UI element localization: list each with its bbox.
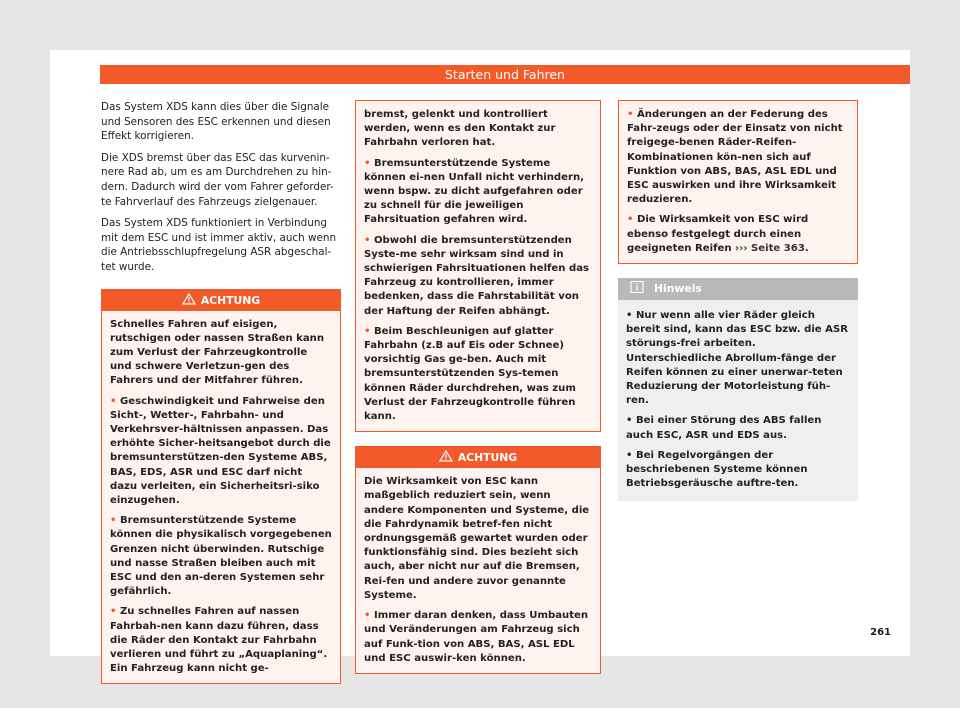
- warning-intro: Die Wirksamkeit von ESC kann maßgeblich reduziert sein, wenn andere Komponenten und Systeme, die die Fahrdynamik betref-fen nicht ordnungsgemäß gewartet wurden oder funktionsfähig sind. Dies bezieht sich auch, aber nicht nur auf die Bremsen, Rei-fen und andere zuvor genannte Systeme.: [364, 476, 590, 601]
- bullet-icon: •: [364, 157, 374, 169]
- warning-header: [356, 447, 600, 468]
- continuation-text: bremst, gelenkt und kontrolliert werden, wenn es den Kontakt zur Fahrbahn verloren hat.: [364, 109, 556, 149]
- note-body: [618, 300, 858, 501]
- page-number: 261: [870, 627, 891, 638]
- column-left: [101, 100, 341, 684]
- list-item: • Bremsunterstützende Systeme können die physikalisch vorgegebenen Grenzen nicht überwinden. Rutschige und nasse Straßen bleiben auch mit ESC und den an-deren Systemen sehr gefährlich.: [110, 515, 332, 598]
- bullet-icon: •: [364, 610, 374, 622]
- info-icon: [630, 281, 644, 293]
- bullet-icon: •: [627, 109, 637, 120]
- paragraph: Das System XDS kann dies über die Signale und Sensoren des ESC erkennen und diesen Effekt korrigieren.: [101, 101, 331, 143]
- bullet-icon: •: [110, 606, 120, 618]
- bullet-icon: •: [364, 234, 374, 246]
- bullet-icon: •: [110, 395, 120, 407]
- bullet-icon: •: [110, 515, 120, 527]
- warning-box: [101, 289, 341, 685]
- list-item: • Obwohl die bremsunterstützenden Syste-me sehr wirksam sind und in schwierigen Fahrsituationen helfen das Fahrzeug zu kontrollieren, immer bedenken, dass die Fahrstabilität von der Haftung der Reifen abhängt.: [364, 234, 590, 317]
- manual-page: [50, 50, 910, 675]
- warning-triangle-icon: [182, 293, 196, 305]
- list-item: • Geschwindigkeit und Fahrweise den Sicht-, Wetter-, Fahrbahn- und Verkehrsver-hältnissen anpassen. Das erhöhte Sicher-heitsangebot durch die bremsunterstützen-den Systeme ABS, BAS, EDS, ASR und ESC darf nicht dazu verleiten, ein Sicherheitsri-siko einzugehen.: [110, 395, 331, 506]
- warning-continuation-box: [355, 100, 601, 432]
- list-item: • Beim Beschleunigen auf glatter Fahrbahn (z.B auf Eis oder Schnee) vorsichtig Gas ge-ben. Auch mit bremsunterstützenden Sys-temen können Räder durchdrehen, was zum Verlust der Fahrzeugkontrolle führen kann.: [364, 325, 576, 423]
- warning-continuation-body: [356, 101, 600, 431]
- section-header: [100, 65, 910, 84]
- bullet-icon: •: [626, 415, 636, 427]
- warning-intro: Schnelles Fahren auf eisigen, rutschigen oder nassen Straßen kann zum Verlust der Fahrzeugkontrolle und schwere Verletzun-gen des Fahrers und der Mitfahrer führen.: [110, 318, 325, 387]
- warning-title: ACHTUNG: [200, 293, 261, 307]
- list-item: • Bei einer Störung des ABS fallen auch ESC, ASR und EDS aus.: [626, 415, 822, 441]
- list-item: • Bremsunterstützende Systeme können ei-nen Unfall nicht verhindern, wenn bspw. zu dicht aufgefahren oder zu schnell für die jeweiligen Fahrsituation gefahren wird.: [364, 157, 584, 226]
- list-item: • Zu schnelles Fahren auf nassen Fahrbah-nen kann dazu führen, dass die Räder den Kontakt zur Fahrbahn verlieren und führt zu „Aquaplaning“. Ein Fahrzeug kann nicht ge-: [110, 606, 328, 675]
- paragraph: Das System XDS funktioniert in Verbindung mit dem ESC und ist immer aktiv, auch wenn die Antriebsschlupfregelung ASR abgeschal-tet wurde.: [101, 217, 337, 273]
- warning-box: [355, 446, 601, 674]
- warning-title: ACHTUNG: [457, 451, 518, 465]
- warning-triangle-icon: [439, 450, 453, 462]
- paragraph: Die XDS bremst über das ESC das kurvenin-nere Rad ab, um es am Durchdrehen zu hin-dern. Dadurch wird der vom Fahrer geforder-te Fahrverlauf des Fahrzeugs zielgenauer.: [101, 151, 334, 208]
- note-box: [618, 278, 858, 501]
- list-item: • Immer daran denken, dass Umbauten und Veränderungen am Fahrzeug sich auf Funk-tion von ABS, BAS, ASL EDL und ESC auswir-ken können.: [364, 610, 589, 664]
- bullet-icon: •: [364, 325, 374, 337]
- bullet-icon: •: [627, 214, 637, 226]
- page-reference-link[interactable]: ››› Seite 363: [735, 242, 805, 254]
- intro-text: [101, 100, 341, 275]
- list-item: • Die Wirksamkeit von ESC wird ebenso festgelegt durch einen geeigneten Reifen ››› Seite 363.: [627, 214, 809, 254]
- note-title: Hinweis: [654, 282, 702, 296]
- list-item: • Nur wenn alle vier Räder gleich bereit sind, kann das ESC bzw. die ASR störungs-frei arbeiten. Unterschiedliche Abrollum-fänge der Reifen können zu einer unerwar-teten Reduzierung der Motorleistung füh-ren.: [626, 310, 849, 407]
- bullet-icon: •: [626, 449, 636, 461]
- section-title: Starten und Fahren: [445, 67, 565, 82]
- bullet-icon: •: [626, 310, 636, 322]
- list-item: • Änderungen an der Federung des Fahr-zeugs oder der Einsatz von nicht freigege-benen Räder-Reifen-Kombinationen kön-nen sich auf Funktion von ABS, BAS, ASL EDL und ESC auswirken und ihre Wirksamkeit reduzieren.: [627, 109, 843, 206]
- warning-continuation-box: [618, 100, 858, 264]
- note-header: [618, 278, 858, 300]
- list-item: • Bei Regelvorgängen der beschriebenen Systeme können Betriebsgeräusche auftre-ten.: [626, 449, 808, 490]
- warning-body: [102, 311, 340, 684]
- column-right: [618, 100, 858, 501]
- warning-header: [102, 290, 340, 311]
- column-middle: [355, 100, 601, 674]
- warning-continuation-body: [619, 101, 857, 263]
- warning-body: [356, 468, 600, 673]
